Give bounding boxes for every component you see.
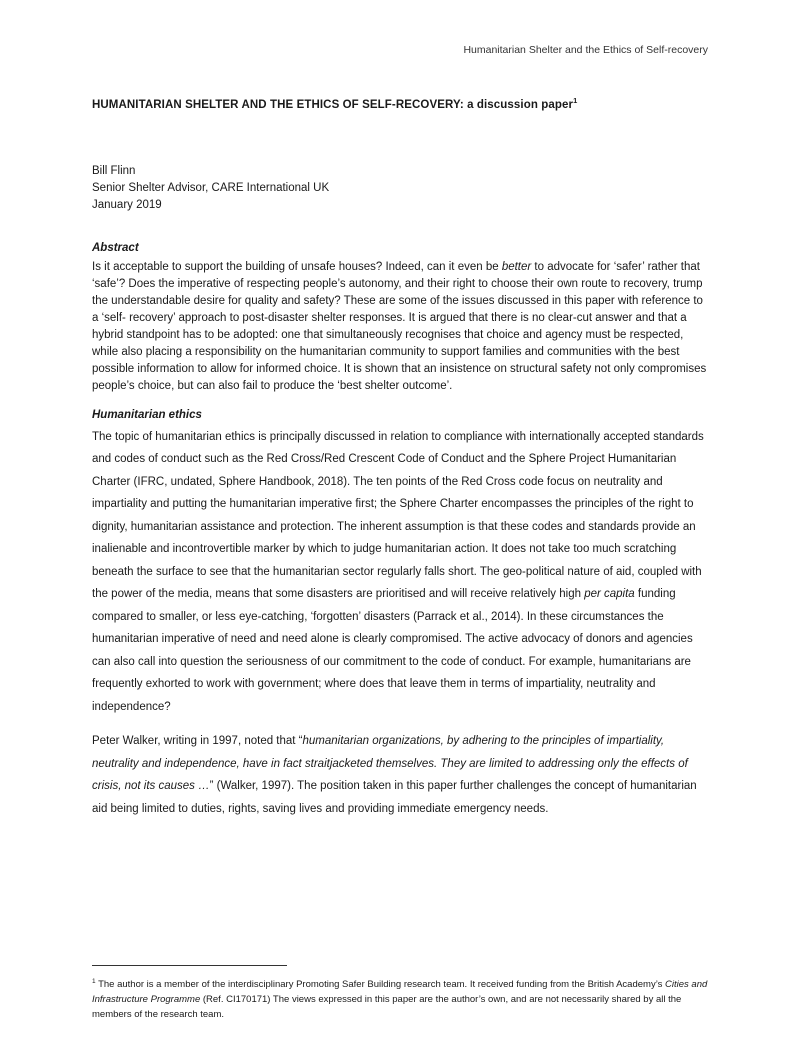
footnote-divider (92, 965, 287, 966)
ethics-paragraph-1 (92, 426, 712, 719)
footnote (92, 974, 712, 1022)
ethics-text-3: Peter Walker, writing in 1997, noted that “ (92, 735, 303, 748)
paper-title (92, 96, 712, 111)
ethics-text-1: The topic of humanitarian ethics is principally discussed in relation to compliance with internationally accepted standards and codes of conduct such as the Red Cross/Red Crescent Code of Conduct and the Sphere Project Humanitarian Charter (IFRC, undated, Sphere Handbook, 2018). The ten points of the Red Cross code focus on neutrality and impartiality and putting the humanitarian imperative first; the Sphere Charter encompasses the principles of the right to dignity, humanitarian assistance and protection. The inherent assumption is that these codes and standards provide an inalienable and incontrovertible marker by which to judge humanitarian action. It does not take too much scratching beneath the surface to see that the humanitarian sector regularly falls short. The geo-political nature of aid, coupled with the power of the media, means that some disasters are prioritised and will receive relatively high (92, 430, 704, 601)
footnote-marker: 1 (92, 978, 96, 985)
author-role: Senior Shelter Advisor, CARE International UK (92, 181, 330, 194)
footnote-text-2: (Ref. CI170171) The views expressed in this paper are the author’s own, and are not necessarily shared by all the members of the research team. (92, 994, 682, 1021)
author-block (92, 163, 712, 214)
author-date: January 2019 (92, 198, 162, 211)
page-content (92, 96, 712, 832)
ethics-emphasis-1: per capita (584, 588, 635, 601)
ethics-paragraph-2 (92, 730, 712, 820)
ethics-text-4: ” (Walker, 1997). The position taken in this paper further challenges the concept of humanitarian aid being limited to duties, rights, saving lives and providing immediate emergency needs. (92, 780, 697, 815)
running-header: Humanitarian Shelter and the Ethics of Self-recovery (463, 44, 708, 56)
author-name: Bill Flinn (92, 164, 136, 177)
ethics-text-2: funding compared to smaller, or less eye-catching, ‘forgotten’ disasters (Parrack et al., 2014). In these circumstances the humanitarian imperative of need and need alone is clearly compromised. The active advocacy of donors and agencies can also call into question the seriousness of our commitment to the code of conduct. For example, humanitarians are frequently exhorted to work with government; where does that leave them in terms of impartiality, neutrality and independence? (92, 588, 693, 713)
footnote-text-1: The author is a member of the interdisciplinary Promoting Safer Building research team. It received funding from the British Academy’s (95, 979, 666, 991)
footnote-emphasis: Cities and Infrastructure Programme (92, 979, 708, 1006)
abstract-text-2: to advocate for ‘safer’ rather that ‘safe’? Does the imperative of respecting people’s autonomy, and their right to choose their own route to recovery, trump the understandable desire for quality and safety? These are some of the issues discussed in this paper with reference to a ‘self- recovery’ approach to post-disaster shelter responses. It is argued that there is no clear-cut answer and that a hybrid standpoint has to be adopted: one that simultaneously recognises that choice and agency must be respected, while also placing a responsibility on the humanitarian community to support families and communities with the best possible information to allow for informed choice. It is shown that an insistence on structural safety not only compromises people’s choice, but can also fail to produce the ‘best shelter outcome’. (92, 260, 707, 392)
ethics-heading: Humanitarian ethics (92, 408, 202, 421)
paper-title-text: HUMANITARIAN SHELTER AND THE ETHICS OF SELF-RECOVERY: a discussion paper (92, 98, 574, 111)
abstract-paragraph (92, 259, 712, 395)
walker-quote: humanitarian organizations, by adhering to the principles of impartiality, neutrality and independence, have in fact straitjacketed themselves. They are limited to addressing only the effects of crisis, not its causes … (92, 735, 688, 793)
abstract-text-1: Is it acceptable to support the building of unsafe houses? Indeed, can it even be (92, 260, 502, 273)
abstract-emphasis: better (501, 260, 532, 273)
title-footnote-marker[interactable]: 1 (573, 96, 578, 105)
abstract-heading: Abstract (92, 241, 139, 254)
